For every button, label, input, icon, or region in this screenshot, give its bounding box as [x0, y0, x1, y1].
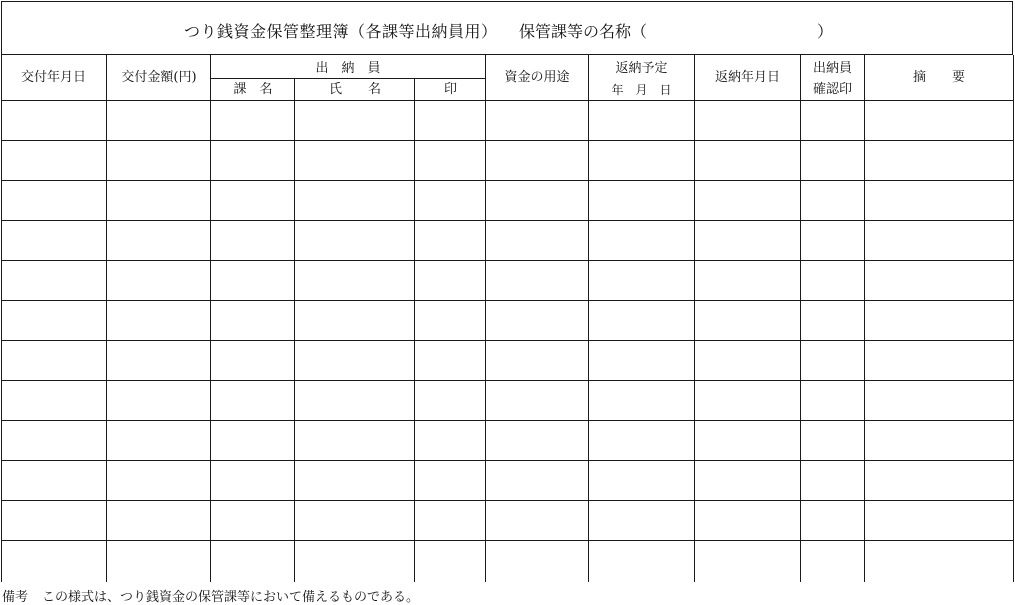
header-return-plan-date: 年 月 日: [611, 83, 672, 97]
org-name-label: 保管課等の名称（: [519, 22, 648, 41]
header-issue-amount: 交付金額(円): [121, 70, 197, 85]
table-row[interactable]: [1, 381, 1013, 421]
row-rule: [1, 540, 1014, 541]
header-cashier-group: 出 納 員: [315, 61, 381, 76]
row-rule: [1, 260, 1014, 261]
header-return-date: 返納年月日: [714, 70, 780, 85]
table-row[interactable]: [1, 181, 1013, 221]
table-row[interactable]: [1, 501, 1013, 541]
row-rule: [1, 180, 1014, 181]
row-rule: [1, 140, 1014, 141]
title-box: [1, 1, 1013, 55]
row-rule: [1, 300, 1014, 301]
header-confirm-seal: 確認印: [812, 82, 852, 97]
row-rule: [1, 340, 1014, 341]
table-row[interactable]: [1, 101, 1013, 141]
row-rule: [1, 380, 1014, 381]
org-name-close: ）: [817, 22, 834, 41]
table-row[interactable]: [1, 541, 1013, 581]
header-confirm: 出納員: [812, 61, 852, 76]
table-row[interactable]: [1, 141, 1013, 181]
header-issue-date: 交付年月日: [20, 70, 86, 85]
table-row[interactable]: [1, 301, 1013, 341]
footnote-head: 備考: [2, 590, 29, 605]
form-title: つり銭資金保管整理簿（各課等出納員用）: [184, 22, 498, 41]
table-row[interactable]: [1, 341, 1013, 381]
table-row[interactable]: [1, 461, 1013, 501]
row-rule: [1, 220, 1014, 221]
header-remarks: 摘 要: [912, 70, 965, 85]
table-row[interactable]: [1, 421, 1013, 461]
row-rule: [1, 460, 1014, 461]
table-row[interactable]: [1, 261, 1013, 301]
header-seal: 印: [443, 82, 457, 97]
header-subdivider: [211, 78, 486, 79]
header-purpose: 資金の用途: [504, 70, 570, 85]
table-row[interactable]: [1, 221, 1013, 261]
footnote: [2, 586, 419, 605]
footnote-text: この様式は、つり銭資金の保管課等において備えるものである。: [42, 590, 420, 605]
header-section: 課 名: [233, 82, 273, 97]
col-rule-right: [1013, 55, 1014, 582]
header-return-plan: 返納予定: [615, 61, 668, 76]
row-rule: [1, 500, 1014, 501]
header-name: 氏 名: [328, 82, 381, 97]
row-rule: [1, 420, 1014, 421]
